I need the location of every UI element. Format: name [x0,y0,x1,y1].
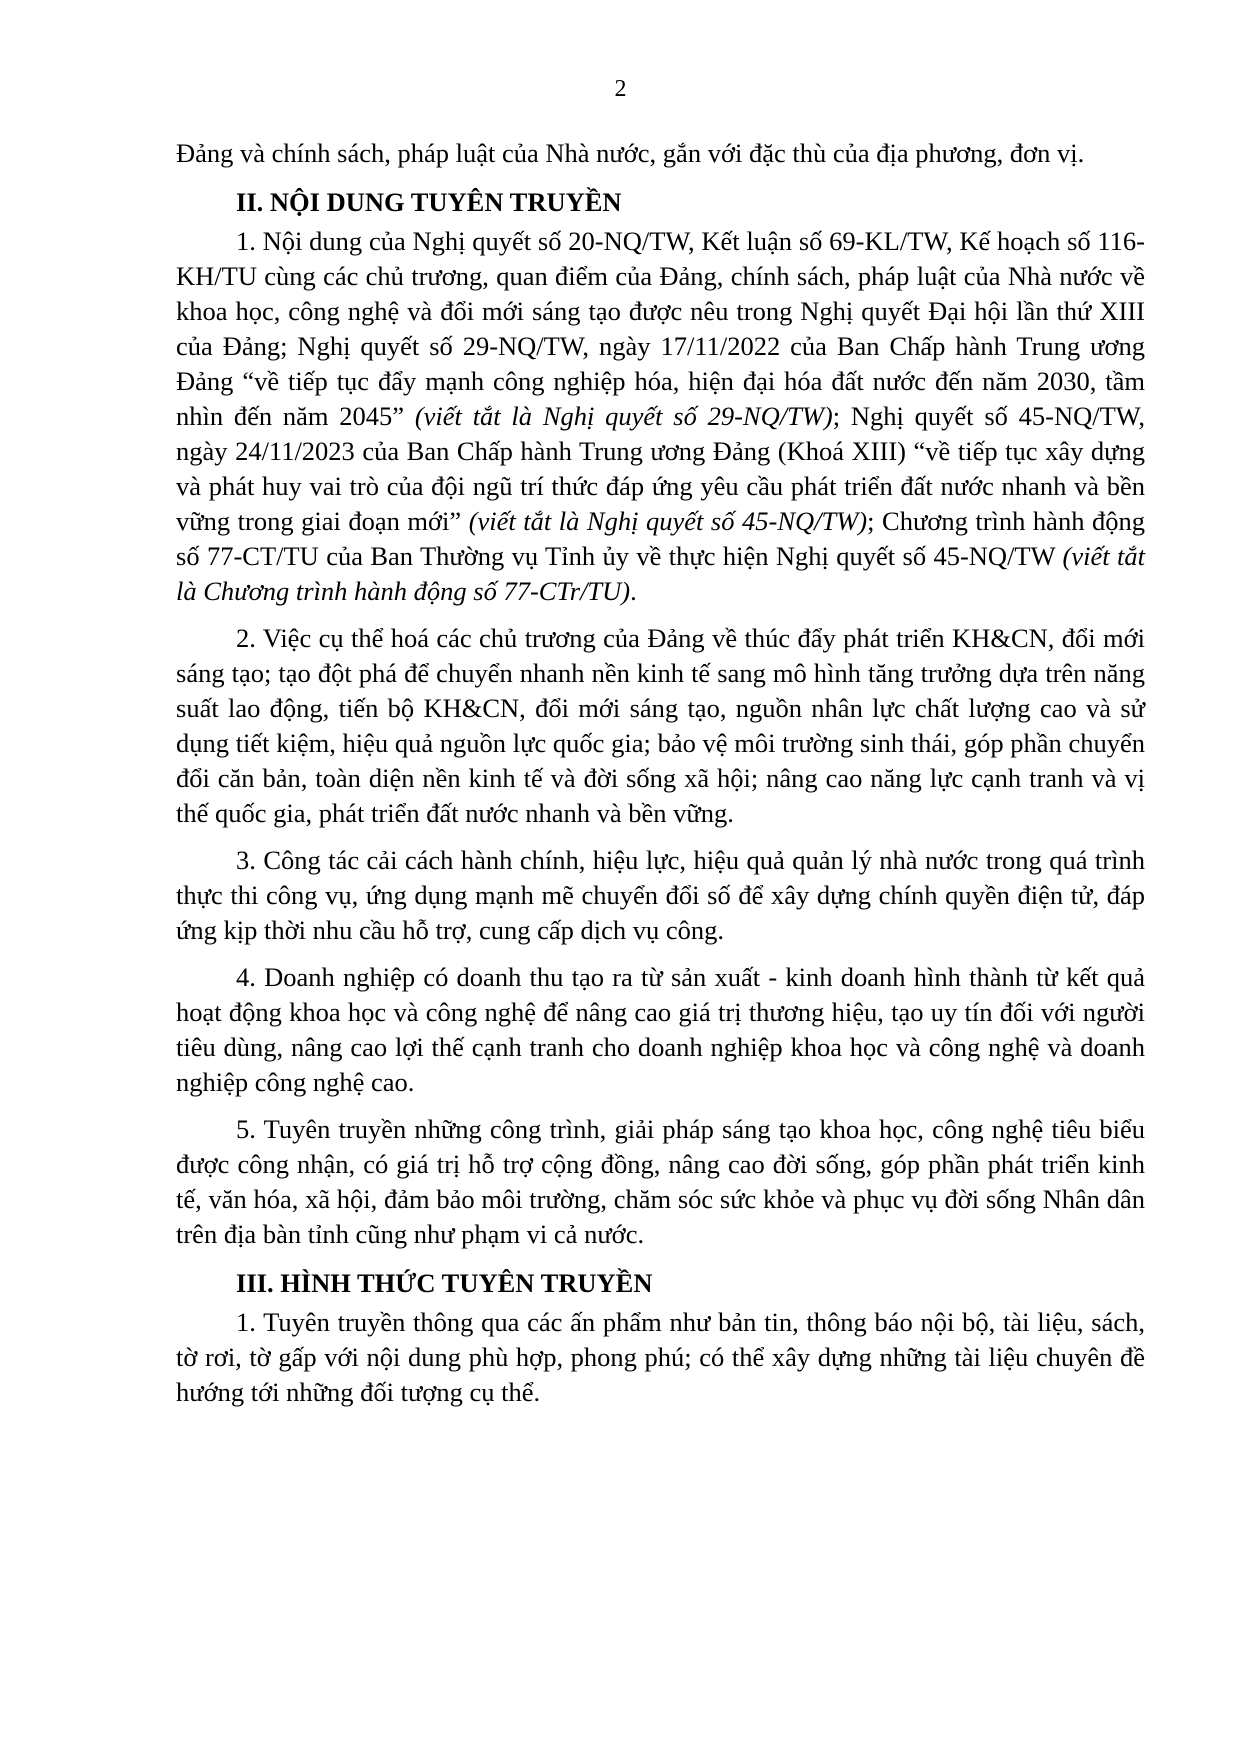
section-3-heading: III. HÌNH THỨC TUYÊN TRUYỀN [236,1268,653,1298]
item-1-text-a: 1. Nội dung của Nghị quyết số 20-NQ/TW, Kết luận số 69-KL/TW, Kế hoạch số 116-KH/TU cùng các chủ trương, quan điểm của Đảng, chính sách, pháp luật của Nhà nước về khoa học, công nghệ và đổi mới sáng tạo được nêu trong Nghị quyết Đại hội lần thứ XIII của Đảng; Nghị quyết số 29-NQ/TW, ngày 17/11/2022 của Ban Chấp hành Trung ương Đảng “về tiếp tục đẩy mạnh công nghiệp hóa, hiện đại hóa đất nước đến năm 2030, tầm nhìn đến năm 2045” [176,226,1145,431]
section-2-heading: II. NỘI DUNG TUYÊN TRUYỀN [236,187,622,217]
document-body [176,136,1145,1410]
page-number: 2 [614,76,627,102]
section-2-item-2: 2. Việc cụ thể hoá các chủ trương của Đảng về thúc đẩy phát triển KH&CN, đổi mới sáng tạo; tạo đột phá để chuyển nhanh nền kinh tế sang mô hình tăng trưởng dựa trên năng suất lao động, tiến bộ KH&CN, đổi mới sáng tạo, nguồn nhân lực chất lượng cao và sử dụng tiết kiệm, hiệu quả nguồn lực quốc gia; bảo vệ môi trường sinh thái, góp phần chuyển đổi căn bản, toàn diện nền kinh tế và đời sống xã hội; nâng cao năng lực cạnh tranh và vị thế quốc gia, phát triển đất nước nhanh và bền vững. [176,623,1145,828]
item-1-italic-a: (viết tắt là Nghị quyết số 29-NQ/TW) [414,401,833,431]
section-2-item-1 [176,224,1145,609]
item-1-text-c: ; Chương trình hành động số 77-CT/TU của Ban Thường vụ Tỉnh ủy về thực hiện Nghị quyết số 45-NQ/TW [176,506,1145,571]
item-1-italic-b: (viết tắt là Nghị quyết số 45-NQ/TW) [468,506,868,536]
item-1-italic-c: (viết tắt là Chương trình hành động số 77-CTr/TU) [176,541,1145,606]
section-3-item-1: 1. Tuyên truyền thông qua các ấn phẩm như bản tin, thông báo nội bộ, tài liệu, sách, tờ rơi, tờ gấp với nội dung phù hợp, phong phú; có thể xây dựng những tài liệu chuyên đề hướng tới những đối tượng cụ thể. [176,1307,1145,1407]
section-2-item-3: 3. Công tác cải cách hành chính, hiệu lực, hiệu quả quản lý nhà nước trong quá trình thực thi công vụ, ứng dụng mạnh mẽ chuyển đổi số để xây dựng chính quyền điện tử, đáp ứng kịp thời nhu cầu hỗ trợ, cung cấp dịch vụ công. [176,845,1145,945]
item-1-text-b: ; Nghị quyết số 45-NQ/TW, ngày 24/11/2023 của Ban Chấp hành Trung ương Đảng (Khoá XIII) “về tiếp tục xây dựng và phát huy vai trò của đội ngũ trí thức đáp ứng yêu cầu phát triển đất nước nhanh và bền vững trong giai đoạn mới” [176,401,1145,536]
section-2-item-5: 5. Tuyên truyền những công trình, giải pháp sáng tạo khoa học, công nghệ tiêu biểu được công nhận, có giá trị hỗ trợ cộng đồng, nâng cao đời sống, góp phần phát triển kinh tế, văn hóa, xã hội, đảm bảo môi trường, chăm sóc sức khỏe và phục vụ đời sống Nhân dân trên địa bàn tỉnh cũng như phạm vi cả nước. [176,1114,1145,1249]
intro-paragraph: Đảng và chính sách, pháp luật của Nhà nước, gắn với đặc thù của địa phương, đơn vị. [176,138,1085,168]
item-1-text-d: . [630,576,637,606]
section-2-item-4: 4. Doanh nghiệp có doanh thu tạo ra từ sản xuất - kinh doanh hình thành từ kết quả hoạt động khoa học và công nghệ để nâng cao giá trị thương hiệu, tạo uy tín đối với người tiêu dùng, nâng cao lợi thế cạnh tranh cho doanh nghiệp khoa học và công nghệ và doanh nghiệp công nghệ cao. [176,962,1145,1097]
